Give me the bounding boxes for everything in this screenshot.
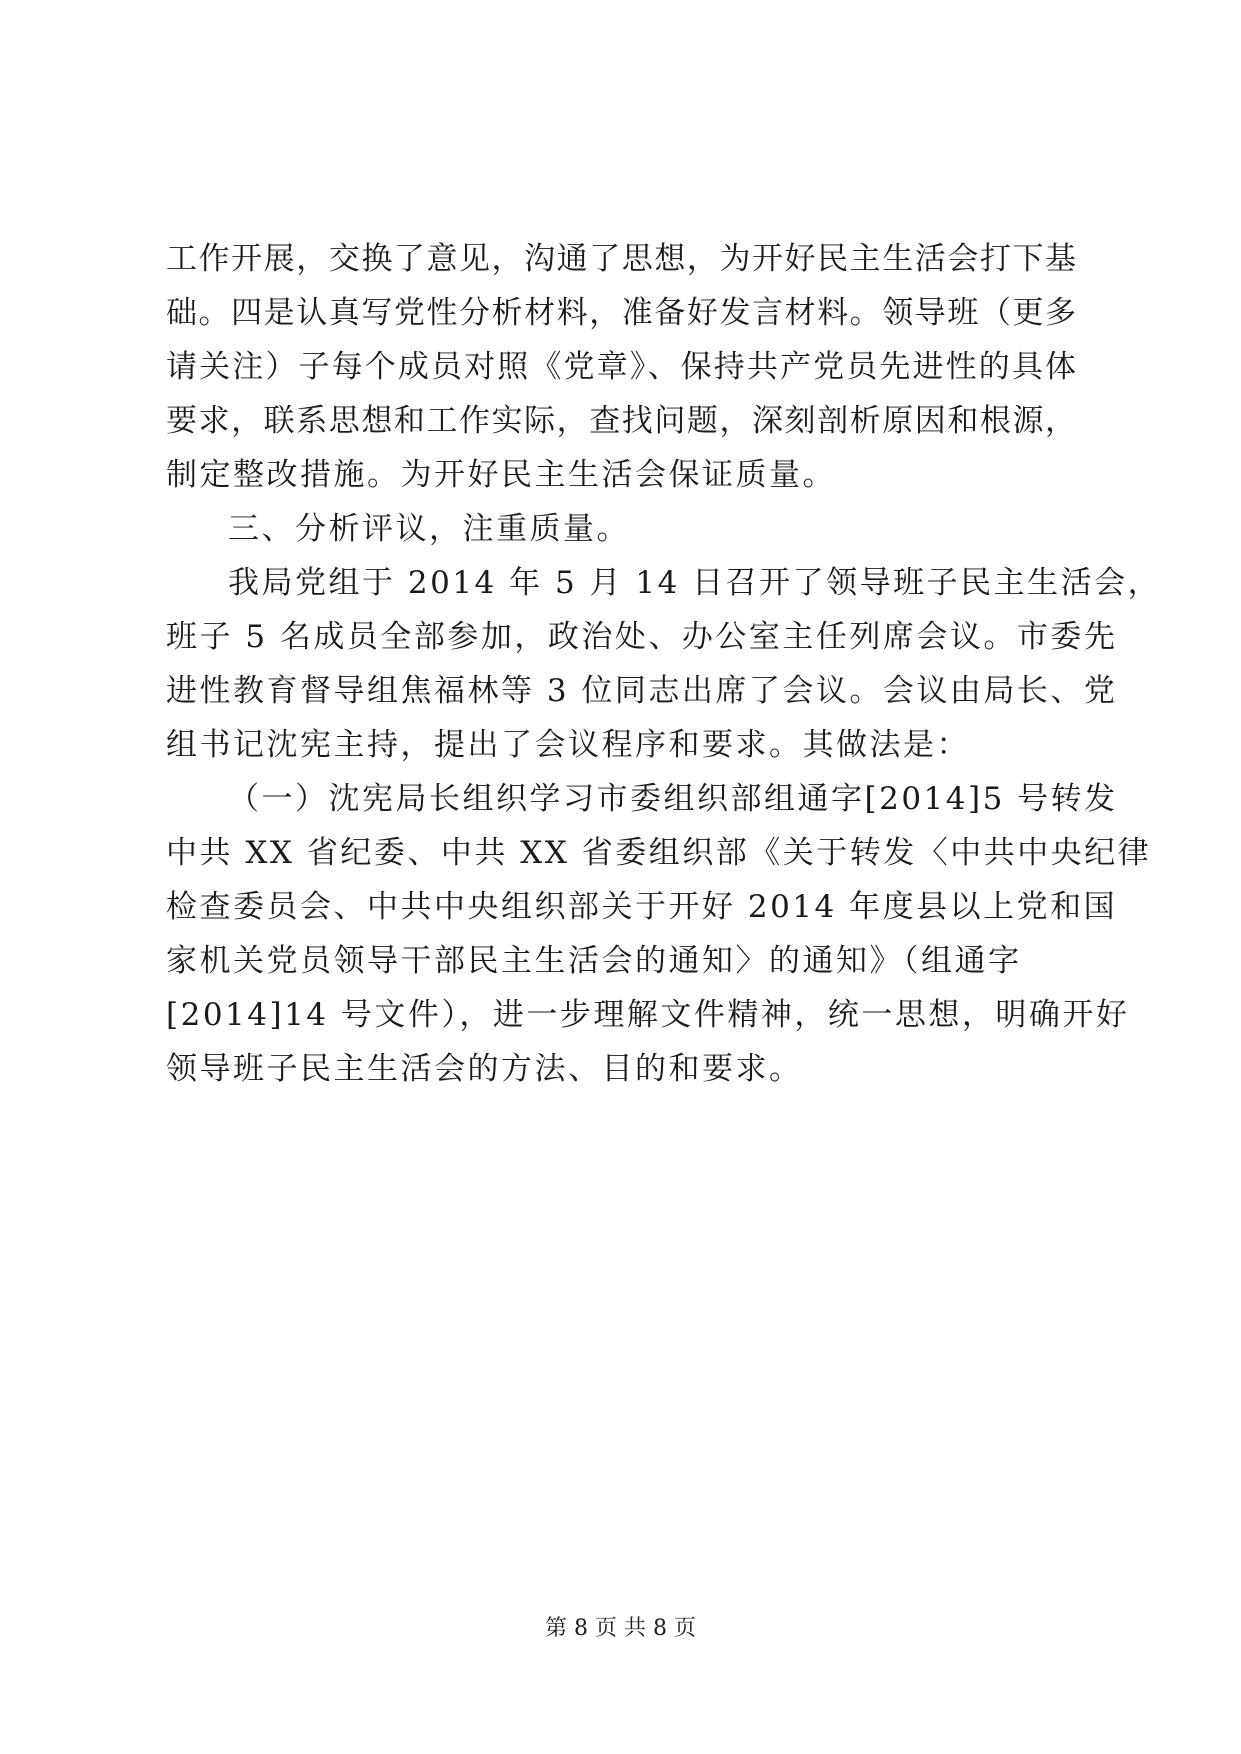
body-line-14: 家机关党员领导干部民主生活会的通知〉的通知》（组通字 — [166, 943, 1022, 979]
body-line-3: 请关注）子每个成员对照《党章》、保持共产党员先进性的具体 — [166, 349, 1076, 385]
body-line-9: 进性教育督导组焦福林等 3 位同志出席了会议。会议由局长、党 — [166, 673, 1118, 709]
page-number-footer: 第 8 页 共 8 页 — [545, 1616, 696, 1641]
body-line-7: 我局党组于 2014 年 5 月 14 日召开了领导班子民主生活会， — [228, 565, 1162, 601]
body-line-4: 要求，联系思想和工作实际，查找问题，深刻剖析原因和根源， — [166, 403, 1076, 439]
body-line-16: 领导班子民主生活会的方法、目的和要求。 — [166, 1051, 803, 1087]
body-line-1: 工作开展，交换了意见，沟通了思想，为开好民主生活会打下基 — [166, 241, 1076, 277]
section-heading: 三、分析评议，注重质量。 — [228, 511, 630, 547]
document-body — [166, 232, 1162, 1096]
body-line-12: 中共 XX 省纪委、中共 XX 省委组织部《关于转发〈中共中央纪律 — [166, 835, 1152, 871]
body-line-13: 检查委员会、中共中央组织部关于开好 2014 年度县以上党和国 — [166, 889, 1118, 925]
body-line-5: 制定整改措施。为开好民主生活会保证质量。 — [166, 457, 836, 493]
body-line-2: 础。四是认真写党性分析材料，准备好发言材料。领导班（更多 — [166, 295, 1076, 331]
body-line-8: 班子 5 名成员全部参加，政治处、办公室主任列席会议。市委先 — [166, 619, 1118, 655]
body-line-11: （一）沈宪局长组织学习市委组织部组通字[2014]5 号转发 — [228, 781, 1118, 817]
body-line-10: 组书记沈宪主持，提出了会议程序和要求。其做法是： — [166, 727, 970, 763]
body-line-15: [2014]14 号文件），进一步理解文件精神，统一思想，明确开好 — [166, 997, 1130, 1033]
